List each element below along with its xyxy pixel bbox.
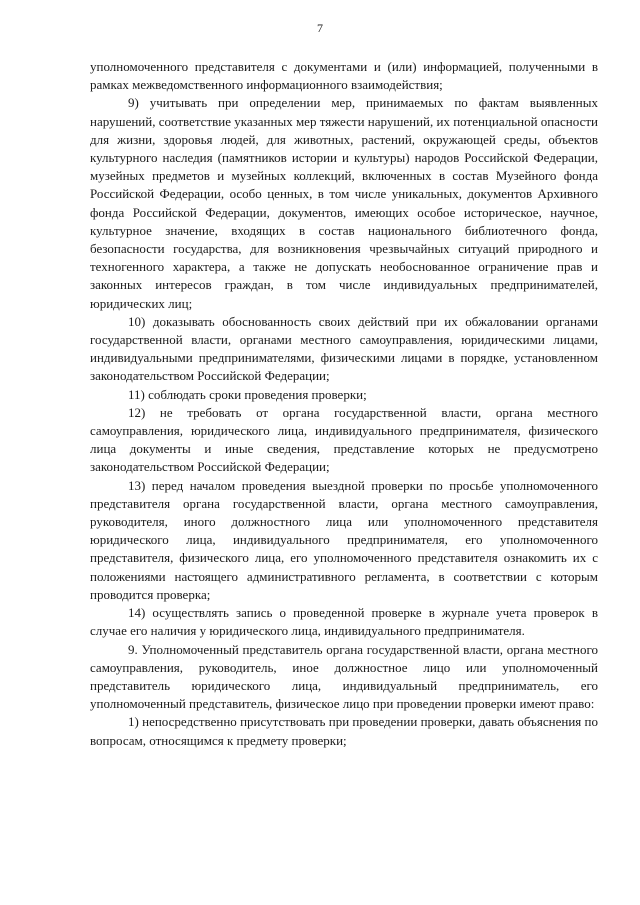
page-number: 7	[317, 21, 323, 35]
paragraph-item-11: 11) соблюдать сроки проведения проверки;	[128, 386, 367, 402]
paragraph-item-13: 13) перед началом проведения выездной проверки по просьбе уполномоченного представителя органа государственной власти, органа местного самоуправления, руководителя, иного должностного лица или уполномоченного представителя юридического лица, индивидуального предпринимателя, его уполномоченного представителя, физического лица, его уполномоченного представителя ознакомить их с положениями настоящего административного регламента, в соответствии с которым проводится проверка;	[90, 477, 598, 602]
paragraph-continuation: уполномоченного представителя с документами и (или) информацией, полученными в рамках межведомственного информационного взаимодействия;	[90, 59, 598, 93]
document-body	[90, 58, 598, 750]
paragraph-right-1: 1) непосредственно присутствовать при проведении проверки, давать объяснения по вопросам, относящимся к предмету проверки;	[90, 714, 598, 748]
paragraph-section-9: 9. Уполномоченный представитель органа государственной власти, органа местного самоуправления, руководитель, иное должностное лицо или уполномоченный представитель юридического лица, индивидуальный предприниматель, его уполномоченный представитель, физическое лицо при проведении проверки имеют право:	[90, 641, 598, 712]
paragraph-item-10: 10) доказывать обоснованность своих действий при их обжаловании органами государственной власти, органами местного самоуправления, юридическими лицами, индивидуальными предпринимателями, физическими лицами в порядке, установленном законодательством Российской Федерации;	[90, 313, 598, 384]
paragraph-item-9: 9) учитывать при определении мер, принимаемых по фактам выявленных нарушений, соответствие указанных мер тяжести нарушений, их потенциальной опасности для жизни, здоровья людей, для животных, растений, окружающей среды, объектов культурного наследия (памятников истории и культуры) народов Российской Федерации, музейных предметов и музейных коллекций, включенных в состав Музейного фонда Российской Федерации, особо ценных, в том числе уникальных, документов Архивного фонда Российской Федерации, документов, имеющих особое историческое, научное, культурное значение, входящих в состав национального библиотечного фонда, безопасности государства, для возникновения чрезвычайных ситуаций природного и техногенного характера, а также не допускать необоснованное ограничение прав и законных интересов граждан, в том числе индивидуальных предпринимателей, юридических лиц;	[90, 95, 598, 311]
paragraph-item-12: 12) не требовать от органа государственной власти, органа местного самоуправления, юридического лица, индивидуального предпринимателя, физического лица документы и иные сведения, представление которых не предусмотрено законодательством Российской Федерации;	[90, 404, 598, 475]
paragraph-item-14: 14) осуществлять запись о проведенной проверке в журнале учета проверок в случае его наличия у юридического лица, индивидуального предпринимателя.	[90, 605, 598, 639]
